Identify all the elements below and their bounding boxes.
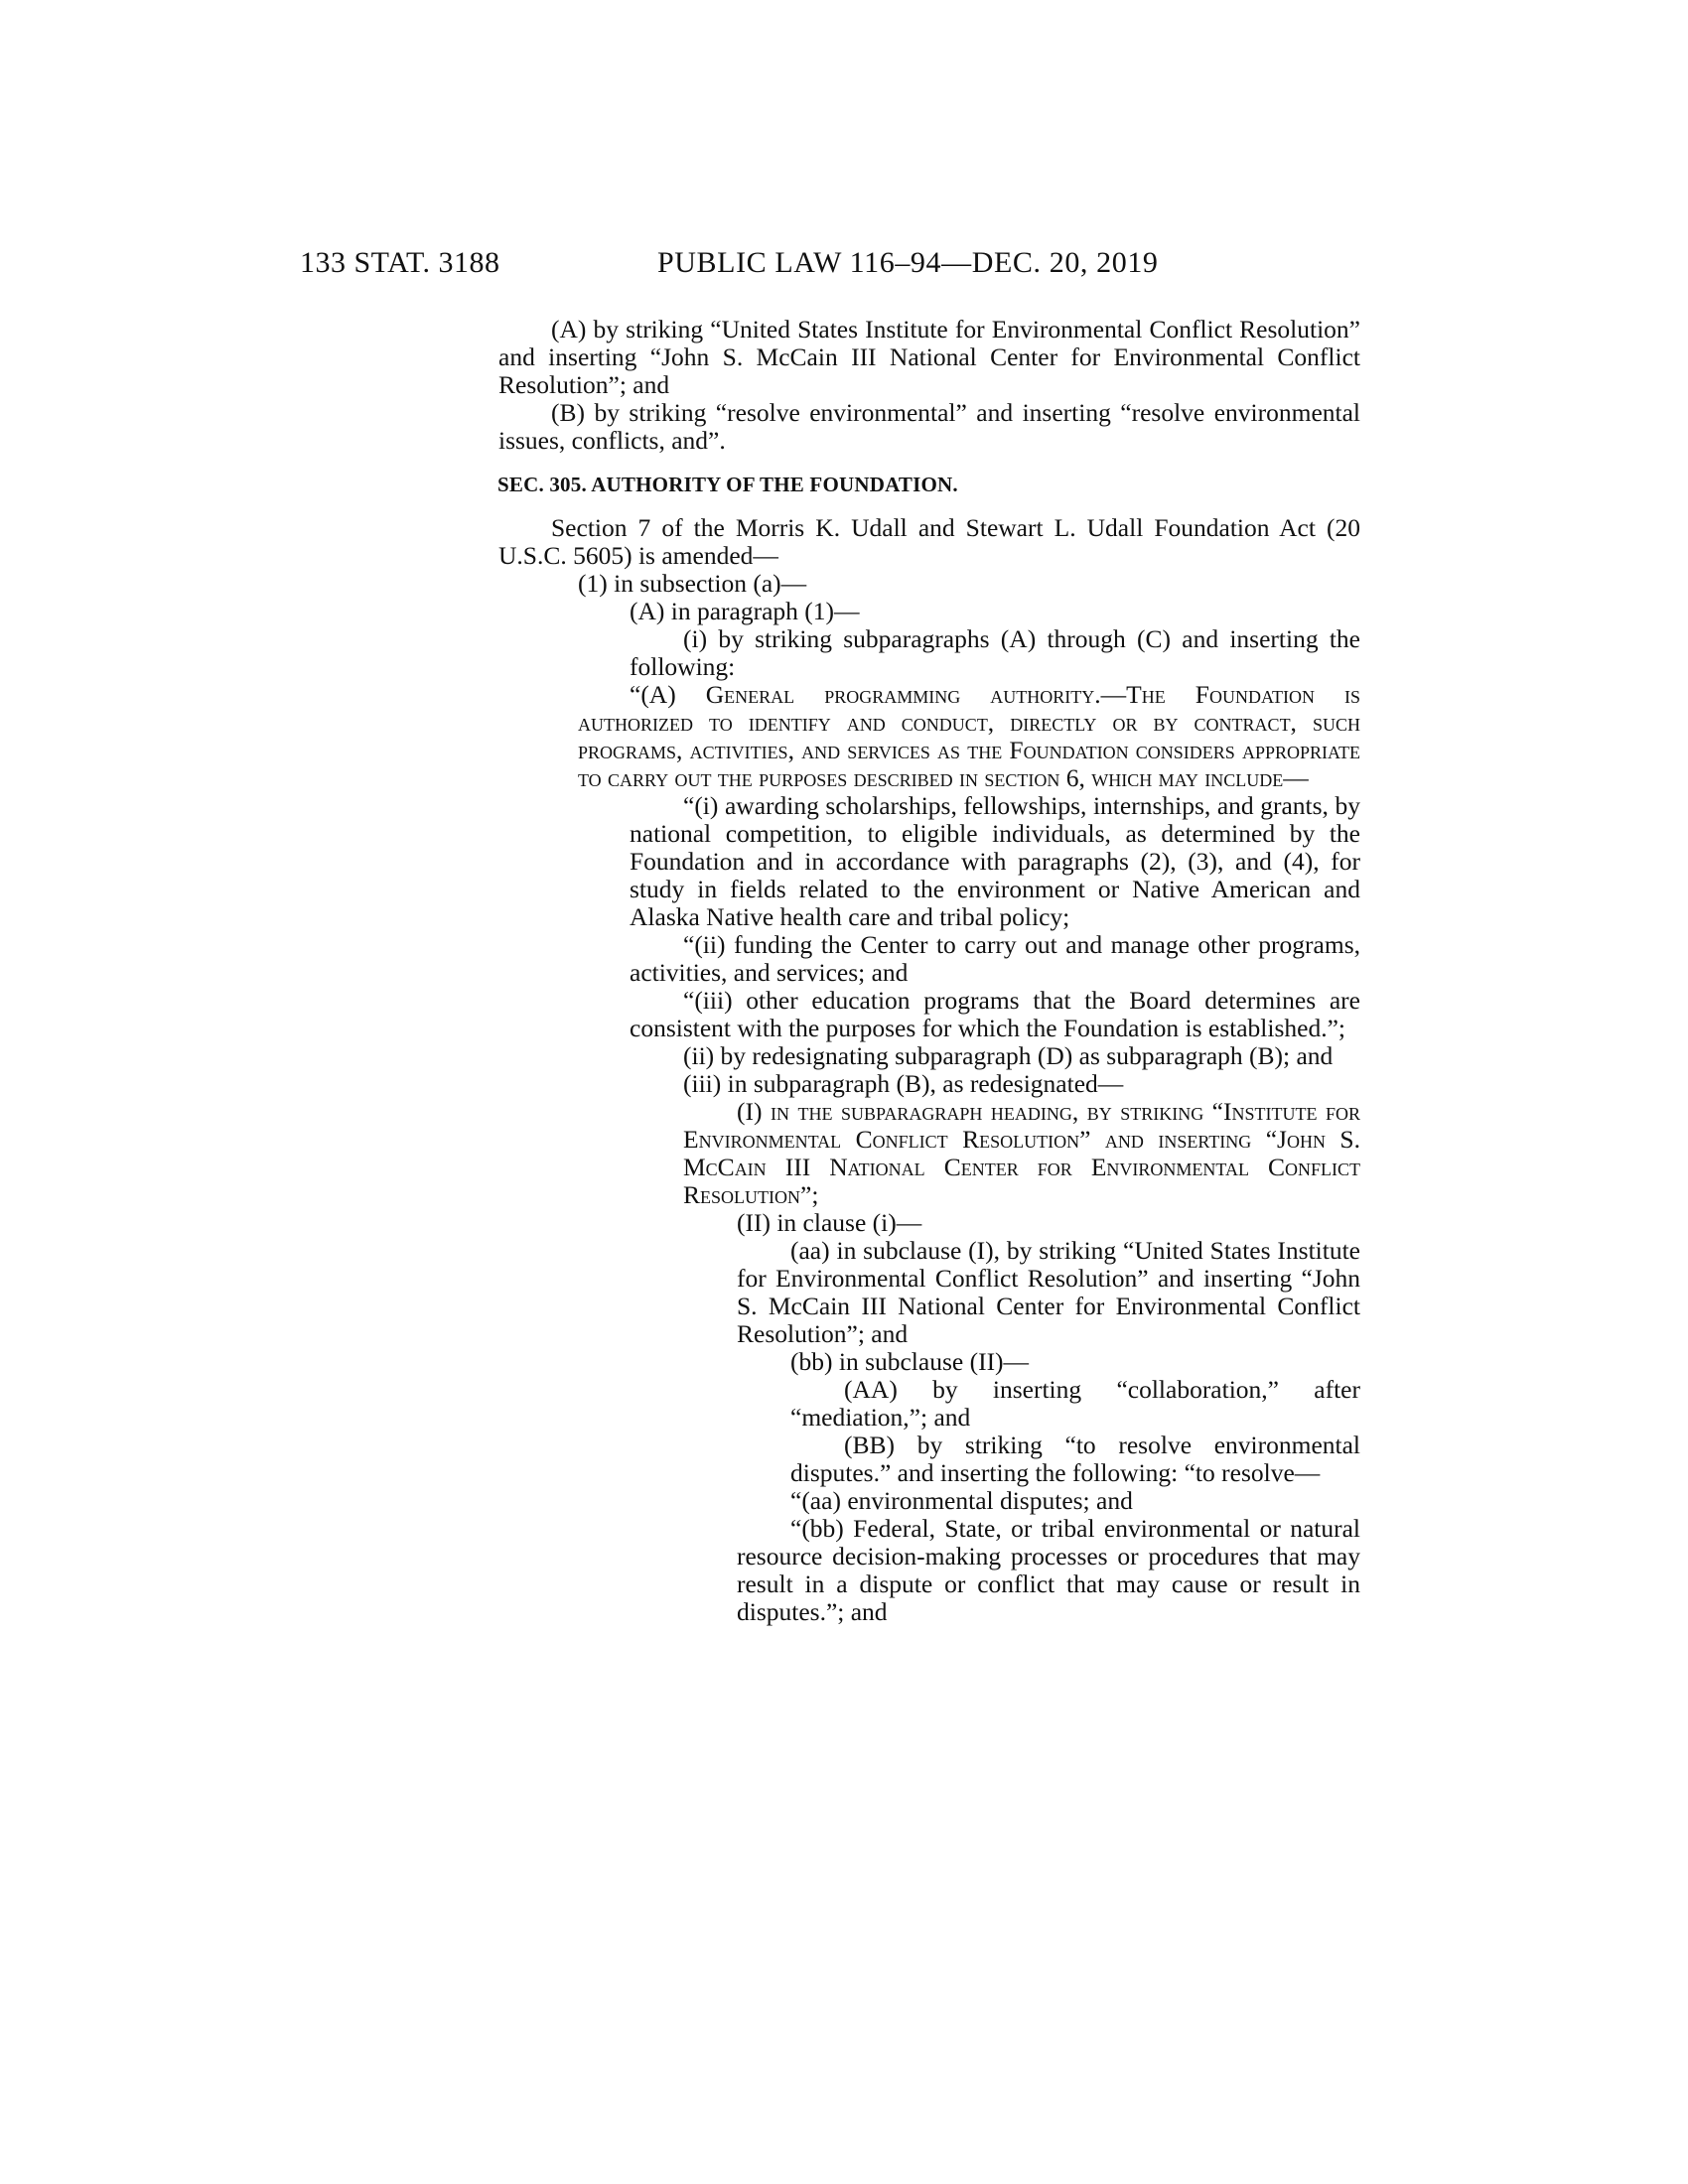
paragraph: (BB) by striking “to resolve environmental disputes.” and inserting the following: “to resolve— <box>790 1431 1360 1487</box>
paragraph: (AA) by inserting “collaboration,” after “mediation,”; and <box>790 1375 1360 1432</box>
paragraph: (B) by striking “resolve environmental” and inserting “resolve environmental issues, conflicts, and”. <box>498 398 1360 455</box>
paragraph: (bb) in subclause (II)— <box>790 1347 1030 1376</box>
paragraph: (iii) in subparagraph (B), as redesignated— <box>683 1069 1124 1098</box>
paragraph: “(ii) funding the Center to carry out and manage other programs, activities, and services; and <box>630 930 1360 987</box>
paragraph: (I) in the subparagraph heading, by striking “Institute for Environmental Conflict Resolution” and inserting “John S. McCain III National Center for Environmental Conflict Resolution”; <box>683 1097 1360 1209</box>
paragraph: (aa) in subclause (I), by striking “United States Institute for Environmental Conflict Resolution” and inserting “John S. McCain III National Center for Environmental Conflict Resolution”; and <box>737 1236 1360 1348</box>
paragraph: (1) in subsection (a)— <box>578 569 807 598</box>
paragraph: “(iii) other education programs that the Board determines are consistent with the purposes for which the Foundation is established.”; <box>630 986 1360 1042</box>
paragraph: (i) by striking subparagraphs (A) through (C) and inserting the following: <box>630 624 1360 681</box>
paragraph: (II) in clause (i)— <box>737 1208 922 1237</box>
paragraph: “(aa) environmental disputes; and <box>790 1486 1133 1515</box>
paragraph: Section 7 of the Morris K. Udall and Stewart L. Udall Foundation Act (20 U.S.C. 5605) is amended— <box>498 513 1360 570</box>
paragraph: “(bb) Federal, State, or tribal environmental or natural resource decision-making processes or procedures that may result in a dispute or conflict that may cause or result in disputes.”; and <box>737 1514 1360 1626</box>
statute-page-number: 133 STAT. 3188 <box>300 246 500 279</box>
paragraph: (A) by striking “United States Institute for Environmental Conflict Resolution” and inserting “John S. McCain III National Center for Environmental Conflict Resolution”; and <box>498 315 1360 399</box>
paragraph: “(i) awarding scholarships, fellowships, internships, and grants, by national competition, to eligible individuals, as determined by the Foundation and in accordance with paragraphs (2), (3), and (4), for study in fields related to the environment or Native American and Alaska Native health care and tribal policy; <box>630 791 1360 931</box>
paragraph: (A) in paragraph (1)— <box>630 597 860 625</box>
section-heading: SEC. 305. AUTHORITY OF THE FOUNDATION. <box>497 473 958 496</box>
running-head-title: PUBLIC LAW 116–94—DEC. 20, 2019 <box>657 246 1159 279</box>
paragraph: “(A) General programming authority.—The Foundation is authorized to identify and conduct, directly or by contract, such programs, activities, and services as the Foundation considers appropriate to carry out the purposes described in section 6, which may include— <box>578 680 1360 792</box>
document-body <box>498 316 1360 1626</box>
paragraph: (ii) by redesignating subparagraph (D) as subparagraph (B); and <box>683 1041 1334 1070</box>
